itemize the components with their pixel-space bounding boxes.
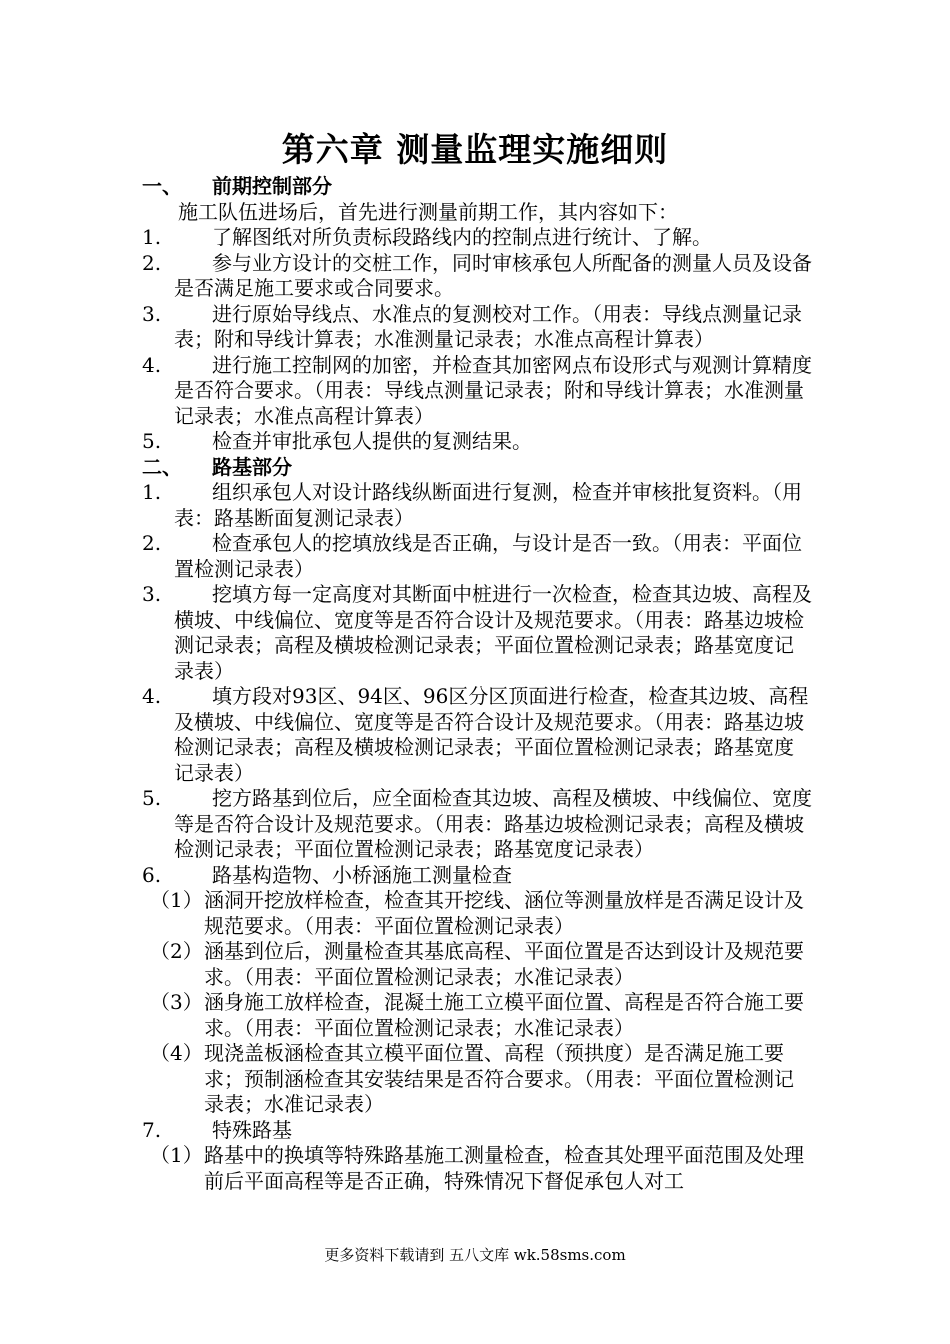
item-text: 组织承包人对设计路线纵断面进行复测，检查并审核批复资料。（用表：路基断面复测记录表） [174,480,802,530]
item-text: 挖填方每一定高度对其断面中桩进行一次检查，检查其边坡、高程及横坡、中线偏位、宽度等是否符合设计及规范要求。（用表：路基边坡检测记录表；高程及横坡检测记录表；平面位置检测记录表；路基宽度记录表） [174,582,812,683]
item-text: 填方段对93区、94区、96区分区顶面进行检查，检查其边坡、高程及横坡、中线偏位、宽度等是否符合设计及规范要求。（用表：路基边坡检测记录表；高程及横坡检测记录表；平面位置检测记录表；路基宽度记录表） [174,684,809,785]
item-text: 进行原始导线点、水准点的复测校对工作。（用表：导线点测量记录表；附和导线计算表；水准测量记录表；水准点高程计算表） [174,301,802,351]
item-number: 3. [142,301,162,326]
section-heading-2 [142,455,812,481]
item-number: 3. [142,582,162,606]
sub-item-number: （1） [150,888,203,912]
list-item [142,480,812,531]
sub-item-text: 路基中的换填等特殊路基施工测量检查，检查其处理平面范围及处理前后平面高程等是否正确，特殊情况下督促承包人对工 [204,1143,804,1193]
sub-list-item [142,939,812,990]
list-item [142,786,812,863]
section-title: 前期控制部分 [212,174,332,198]
section-title: 路基部分 [212,454,292,479]
item-number: 4. [142,352,162,377]
section-number: 二、 [142,454,182,479]
item-text: 参与业方设计的交桩工作，同时审核承包人所配备的测量人员及设备是否满足施工要求或合同要求。 [174,250,812,300]
list-item [142,251,812,302]
sub-item-text: 涵基到位后，测量检查其基底高程、平面位置是否达到设计及规范要求。（用表：平面位置检测记录表；水准记录表） [204,939,804,989]
item-text: 特殊路基 [212,1117,292,1142]
list-item [142,225,812,251]
sub-item-number: （2） [150,939,203,963]
item-text: 路基构造物、小桥涵施工测量检查 [212,862,512,887]
sub-item-number: （4） [150,1041,203,1065]
page-footer: 更多资料下载请到 五八文库 wk.58sms.com [324,1246,626,1264]
item-number: 6. [142,862,162,887]
list-item [142,531,812,582]
item-number: 2. [142,531,162,555]
section-heading-1 [142,174,812,200]
section-intro: 施工队伍进场后，首先进行测量前期工作，其内容如下： [178,199,678,224]
sub-list-item [142,990,812,1041]
sub-item-text: 涵身施工放样检查，混凝土施工立模平面位置、高程是否符合施工要求。（用表：平面位置检测记录表；水准记录表） [204,990,804,1040]
item-number: 5. [142,786,162,810]
item-number: 2. [142,250,162,275]
list-item [142,863,812,889]
item-number: 1. [142,225,162,249]
sub-list-item [142,1041,812,1118]
list-item [142,429,812,455]
item-text: 进行施工控制网的加密，并检查其加密网点布设形式与观测计算精度是否符合要求。（用表：导线点测量记录表；附和导线计算表；水准测量记录表；水准点高程计算表） [174,352,812,428]
item-number: 5. [142,429,162,453]
item-text: 了解图纸对所负责标段路线内的控制点进行统计、了解。 [212,225,712,249]
sub-item-text: 涵洞开挖放样检查，检查其开挖线、涵位等测量放样是否满足设计及规范要求。（用表：平面位置检测记录表） [204,888,804,938]
item-number: 1. [142,480,162,504]
document-body [142,174,812,1194]
sub-list-item [142,1143,812,1194]
item-text: 检查并审批承包人提供的复测结果。 [212,429,532,453]
list-item [142,1118,812,1144]
item-text: 挖方路基到位后，应全面检查其边坡、高程及横坡、中线偏位、宽度等是否符合设计及规范要求。（用表：路基边坡检测记录表；高程及横坡检测记录表；平面位置检测记录表；路基宽度记录表） [174,786,812,861]
list-item [142,353,812,430]
page-title: 第六章 测量监理实施细则 [281,130,669,169]
list-item [142,684,812,786]
item-text: 检查承包人的挖填放线是否正确，与设计是否一致。（用表：平面位置检测记录表） [174,531,802,581]
sub-item-text: 现浇盖板涵检查其立模平面位置、高程（预拱度）是否满足施工要求；预制涵检查其安装结果是否符合要求。（用表：平面位置检测记录表；水准记录表） [204,1041,794,1116]
section-number: 一、 [142,174,182,198]
sub-item-number: （1） [150,1143,203,1167]
list-item [142,582,812,684]
item-number: 7. [142,1117,162,1142]
item-number: 4. [142,684,162,708]
sub-item-number: （3） [150,990,203,1014]
sub-list-item [142,888,812,939]
list-item [142,302,812,353]
